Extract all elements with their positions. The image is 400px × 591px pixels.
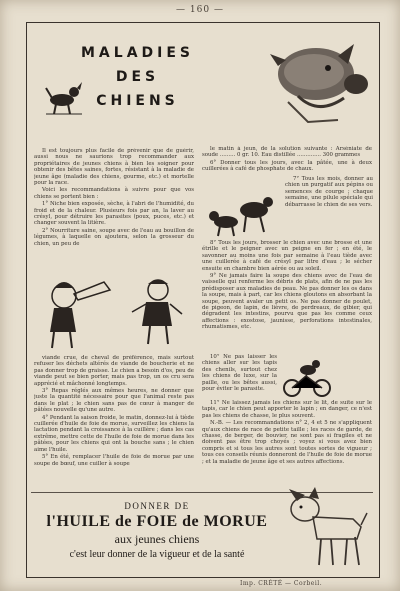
paragraph: 9° Ne jamais faire la soupe des chiens avec de l'eau de vaisselle qui renferme les débris de plats, afin de ne pas les prédisposer aux maladies de peau. Ne pas donner les os dans la soupe, mais à part, car les chiens gloutons en absorbant la soupe, peuvent avaler un petit os. Ne pas donner de poulet, de pigeon, de lapin, de lièvre, de perdreaux, de gibier, qui dégradent les intestins, pourvu que pas les comme ceux affections : exostose, jaunisse, perforations intestinales, rhumatismes, etc.: [202, 273, 372, 331]
page-number: — 160 —: [176, 5, 224, 15]
paragraph: viande crue, de cheval de préférence, mais surtout refuser les déchets altérés de viande de boucherie et ne pas donner trop de graisse. Le chien a besoin d'os, peu de viande peut se bien porter, mais pas trop, un os cru sera apprécié et mâchonné longtemps.: [34, 355, 194, 387]
paragraph: N.-B. — Les recommandations n° 2, 4 et 5 ne s'appliquent qu'aux chiens de race de petite taille ; les races de garde, de chasse, de berger, de bouvier, ne sont pas si fragiles et ne doivent pas être trop choyés ; voyez si vous avez bien compris et si tous les autres sont toutes sortes de vigueur ; tous ces conseils réunis donneront de l'huile de foie de morue ; et la maladie de jeune âge et ses autres affections.: [202, 420, 372, 465]
title-line-2: DES: [115, 69, 160, 85]
paragraph: Il est toujours plus facile de prévenir que de guérir, aussi nous ne saurions trop recommander aux propriétaires de jeunes chiens à bien les soigner pour obtenir des bêtes saines, fortes, résistant à la maladie de jeune âge (maladie des chiens, gourme, etc.) et mortelle pour la race.: [34, 148, 194, 187]
ad-text: [37, 497, 277, 569]
paragraph: 5° En été, remplacer l'huile de foie de morue par une soupe de bœuf, une cuiller à soupe: [34, 454, 194, 467]
ad-line-4: c'est leur donner de la vigueur et de la santé: [69, 549, 245, 560]
paragraph: 10° Ne pas laisser les chiens aller sur les tapis des chenils, surtout chez les chiens de luxe, sur la paille, ou les bêtes aussi, pour éviter le parasite.: [202, 354, 277, 393]
dog-head-illustration: [268, 36, 372, 126]
title-line-1: MALADIES: [81, 45, 194, 61]
ad-line-1: DONNER DE: [124, 501, 190, 511]
text-column-2-main: [202, 240, 372, 354]
cod-liver-oil-ad: [31, 492, 373, 573]
printer-footer: Imp. CRÉTÉ — Corbeil.: [240, 580, 323, 587]
dog-on-bicycle-illustration: [282, 358, 334, 398]
paragraph: 3° Repas réglés aux mêmes heures, ne donner que juste la quantité nécessaire pour que l'animal reste pas dans le plat ; le chien sans pas de cœur à manger de pâtées nouvelle qu'une autre.: [34, 388, 194, 414]
paragraph: Voici les recommandations à suivre pour que vos chiens se portent bien :: [34, 187, 194, 200]
paragraph: 7° Tous les mois, donner au chien un purgatif aux pépins ou semences de courge ; chaque semaine, une pilule spéciale qui débarrasse le chien de ses vers.: [285, 176, 373, 208]
text-column-2-bottom: [202, 400, 372, 490]
paragraph: 1° Niche bien exposée, sèche, à l'abri de l'humidité, du froid et de la chaleur. Plusieurs fois par an, la laver au crésyl, pour détruire les parasites (poux, puces, etc.) et changer souvent la litière.: [34, 201, 194, 227]
ad-line-2: l'HUILE de FOIE de MORUE: [46, 513, 268, 530]
text-column-1: [34, 148, 194, 263]
title-line-3: CHIENS: [96, 93, 179, 109]
dogs-playing-illustration: [206, 186, 276, 240]
ad-line-3: aux jeunes chiens: [114, 532, 200, 546]
text-column-2-side: [285, 176, 373, 246]
paragraph: 8° Tous les jours, brosser le chien avec une brosse et une étrille et le peigner avec un peigne en fer ; en été, le savonner au moins une fois par semaine à l'eau tiède avec une cuillerée à café de crésyl par litre d'eau ; le sécher ensuite en chambre bien aérée ou au soleil.: [202, 240, 372, 272]
paragraph: le matin à jeun, de la solution suivante : Arséniate de soude ......... 0 gr. 10. Eau distillée .............. 300 grammes: [202, 146, 372, 159]
text-column-2: [202, 146, 372, 178]
text-column-1-continued: [34, 355, 194, 488]
boy-trumpet-illustration: [40, 270, 192, 352]
terrier-illustration: [283, 487, 369, 571]
paragraph: 4° Pendant la saison froide, le matin, donnez-lui à tiède cuillerée d'huile de foie de morue, surveillez les chiens la lactation pendant la croissance à la cuillère ; dans les cas extrême, mettre cette de l'huile de foie de morue dans les pâtées, pour les chiens qui ont la bouche sans ; le chien aime l'huile.: [34, 414, 194, 453]
article-title: [70, 45, 205, 109]
paragraph: 6° Donner tous les jours, avec la pâtée, une à deux cuillerées à café de phosphate de chaux.: [202, 159, 372, 173]
text-column-2-narrow: [202, 354, 277, 399]
paragraph: 11° Ne laissez jamais les chiens sur le lit, de suite sur le tapis, car le chien peut apporter le lapin ; en danger, ce n'est pas les chiens de chasse, le plus souvent.: [202, 400, 372, 419]
paragraph: 2° Nourriture saine, soupe avec de l'eau au bouillon de légumes, à laquelle on ajoutera, selon la grosseur du chien, un peu de: [34, 227, 194, 247]
